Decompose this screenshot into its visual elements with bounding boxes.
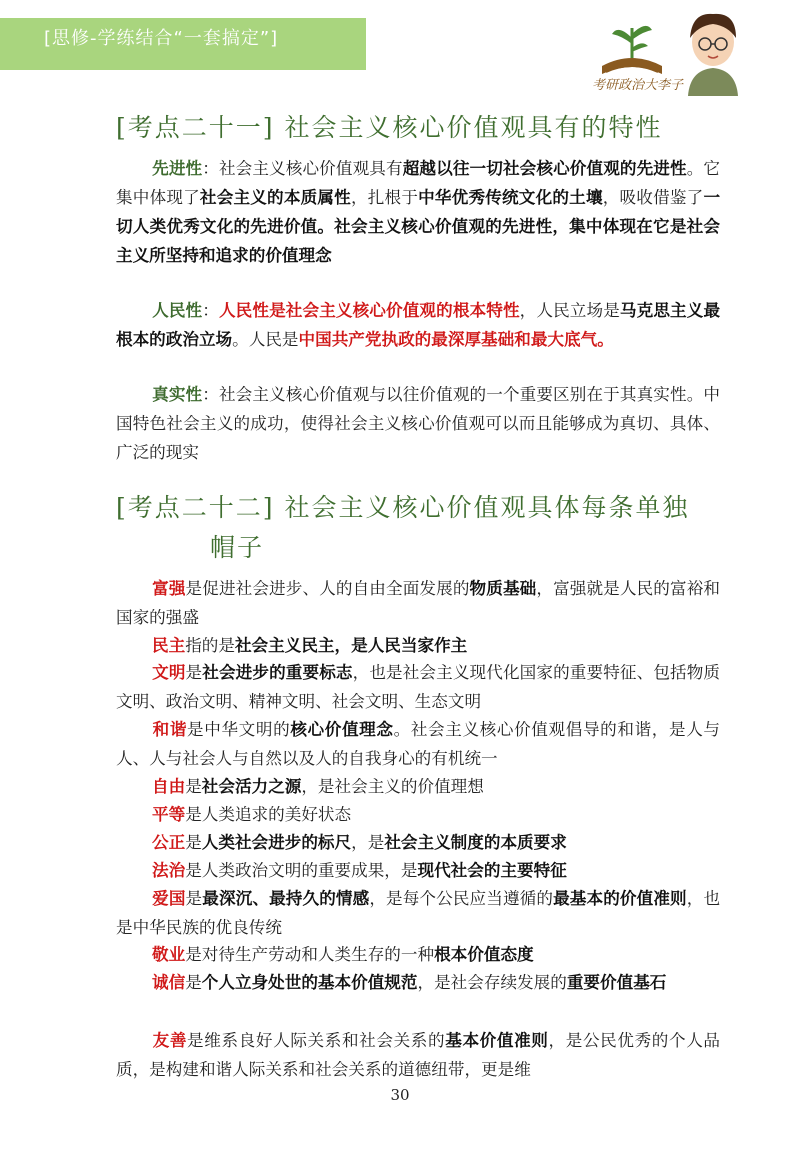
text: ，富强就是人民的富裕和国家的强盛: [116, 579, 721, 627]
red-text: 人民性是社会主义核心价值观的根本特性: [218, 300, 520, 320]
item-minzhu: [116, 631, 720, 660]
section2-heading: [116, 488, 689, 568]
section1-title: 社会主义核心价值观具有的特性: [284, 113, 663, 142]
text: ，扎根于: [350, 188, 419, 207]
text: ，是公民优秀的个人品质，是构建和谐人际关系和社会关系的道德纽带，更是维: [116, 1031, 721, 1079]
paragraph-advanced: [116, 154, 720, 270]
item-wenming: [116, 658, 720, 716]
section2-title-line1: 社会主义核心价值观具体每条单独: [284, 493, 690, 522]
bold-text: 马克思主义最根本的政治立场: [116, 300, 721, 349]
lead-chengxin: 诚信: [152, 972, 186, 992]
text: 指的是: [185, 636, 235, 655]
text: ：: [202, 301, 219, 320]
item-fuqiang: [116, 574, 720, 632]
item-youshan: [116, 1026, 720, 1084]
lead-people: 人民性: [152, 300, 203, 320]
section1-heading: [116, 108, 662, 144]
bold-text: 社会活力之源: [201, 776, 302, 796]
lead-ziyou: 自由: [152, 776, 186, 796]
text: 是人类追求的美好状态: [185, 805, 352, 824]
bold-text: 超越以往一切社会核心价值观的先进性: [402, 158, 687, 178]
bold-text: 重要价值基石: [566, 972, 667, 992]
section2-tag: [考点二十二]: [116, 493, 275, 522]
lead-minzhu: 民主: [152, 635, 186, 655]
text: 是: [185, 663, 203, 682]
item-ziyou: [116, 772, 720, 801]
bold-text: 基本价值准则: [445, 1030, 549, 1050]
text: 。它集中体现了: [116, 159, 721, 207]
lead-aiguo: 爱国: [152, 888, 186, 908]
bold-text: 社会主义制度的本质要求: [384, 832, 567, 852]
item-gongzheng: [116, 828, 720, 857]
lead-gongzheng: 公正: [152, 832, 186, 852]
bold-text: 根本价值态度: [434, 944, 534, 964]
lead-hexie: 和谐: [152, 719, 188, 739]
lead-truth: 真实性: [152, 384, 203, 404]
lead-jingye: 敬业: [152, 944, 186, 964]
text: 是中华文明的: [187, 720, 291, 739]
text: ，是: [351, 833, 385, 852]
text: ，是社会主义的价值理想: [301, 777, 484, 796]
text: 。社会主义核心价值观倡导的和谐，是人与人、人与社会人与自然以及人的自我身心的有机统一: [116, 720, 721, 768]
text: ，也是社会主义现代化国家的重要特征、包括物质文明、政治文明、精神文明、社会文明、生态文明: [116, 663, 721, 711]
text: ，人民立场是: [519, 301, 620, 320]
text: 是维系良好人际关系和社会关系的: [187, 1031, 446, 1050]
bold-text: 社会主义民主，是人民当家作主: [234, 635, 468, 655]
lead-wenming: 文明: [152, 662, 186, 682]
text: ，也是中华民族的优良传统: [116, 889, 721, 937]
lead-fuqiang: 富强: [152, 578, 186, 598]
item-pingdeng: [116, 800, 720, 829]
bold-text: 个人立身处世的基本价值规范: [201, 972, 418, 992]
item-chengxin: [116, 968, 720, 997]
text: 。人民是: [232, 330, 299, 349]
text: 是: [185, 777, 202, 796]
text: ，吸收借鉴了: [602, 188, 704, 207]
lead-pingdeng: 平等: [152, 804, 186, 824]
bold-text: 物质基础: [469, 578, 537, 598]
bold-text: 最深沉、最持久的情感: [202, 888, 370, 908]
lead-youshan: 友善: [152, 1030, 188, 1050]
header-banner-text: [思修-学练结合“一套搞定”]: [44, 28, 279, 49]
bold-text: 人类社会进步的标尺: [201, 832, 352, 852]
bold-text: 社会进步的重要标志: [202, 662, 353, 682]
item-jingye: [116, 940, 720, 969]
bold-text: 现代社会的主要特征: [417, 860, 567, 880]
text: 是人类政治文明的重要成果，是: [185, 861, 418, 880]
item-aiguo: [116, 884, 720, 942]
bold-text: 中华优秀传统文化的土壤: [418, 187, 603, 207]
item-fazhi: [116, 856, 720, 885]
bold-text: 社会主义的本质属性: [199, 187, 351, 207]
text: ：社会主义核心价值观与以往价值观的一个重要区别在于其真实性。中国特色社会主义的成功，使得社会主义核心价值观可以而且能够成为真切、具体、广泛的现实: [116, 385, 721, 462]
text: ，是每个公民应当遵循的: [369, 889, 554, 908]
lead-advanced: 先进性: [152, 158, 203, 178]
text: ，是社会存续发展的: [417, 973, 567, 992]
text: 是: [185, 833, 202, 852]
text: 是对待生产劳动和人类生存的一种: [185, 945, 435, 964]
item-hexie: [116, 715, 720, 773]
page-number: 30: [390, 1086, 410, 1104]
paragraph-people: [116, 296, 720, 354]
section1-tag: [考点二十一]: [116, 113, 275, 142]
bold-text: 最基本的价值准则: [553, 888, 687, 908]
bold-text: 一切人类优秀文化的先进价值。社会主义核心价值观的先进性，集中体现在它是社会主义所坚持和追求的价值理念: [116, 187, 721, 265]
text: ：社会主义核心价值观具有: [202, 159, 403, 178]
bold-text: 核心价值理念: [290, 719, 394, 739]
text: 是: [185, 973, 202, 992]
logo-text: 考研政治大李子: [592, 78, 684, 93]
section2-title-line2: 帽子: [210, 533, 265, 562]
red-text: 中国共产党执政的最深厚基础和最大底气。: [298, 329, 614, 349]
paragraph-truth: [116, 380, 720, 467]
lead-fazhi: 法治: [152, 860, 186, 880]
avatar-icon: [682, 8, 744, 96]
text: 是: [185, 889, 203, 908]
text: 是促进社会进步、人的自由全面发展的: [185, 579, 470, 598]
